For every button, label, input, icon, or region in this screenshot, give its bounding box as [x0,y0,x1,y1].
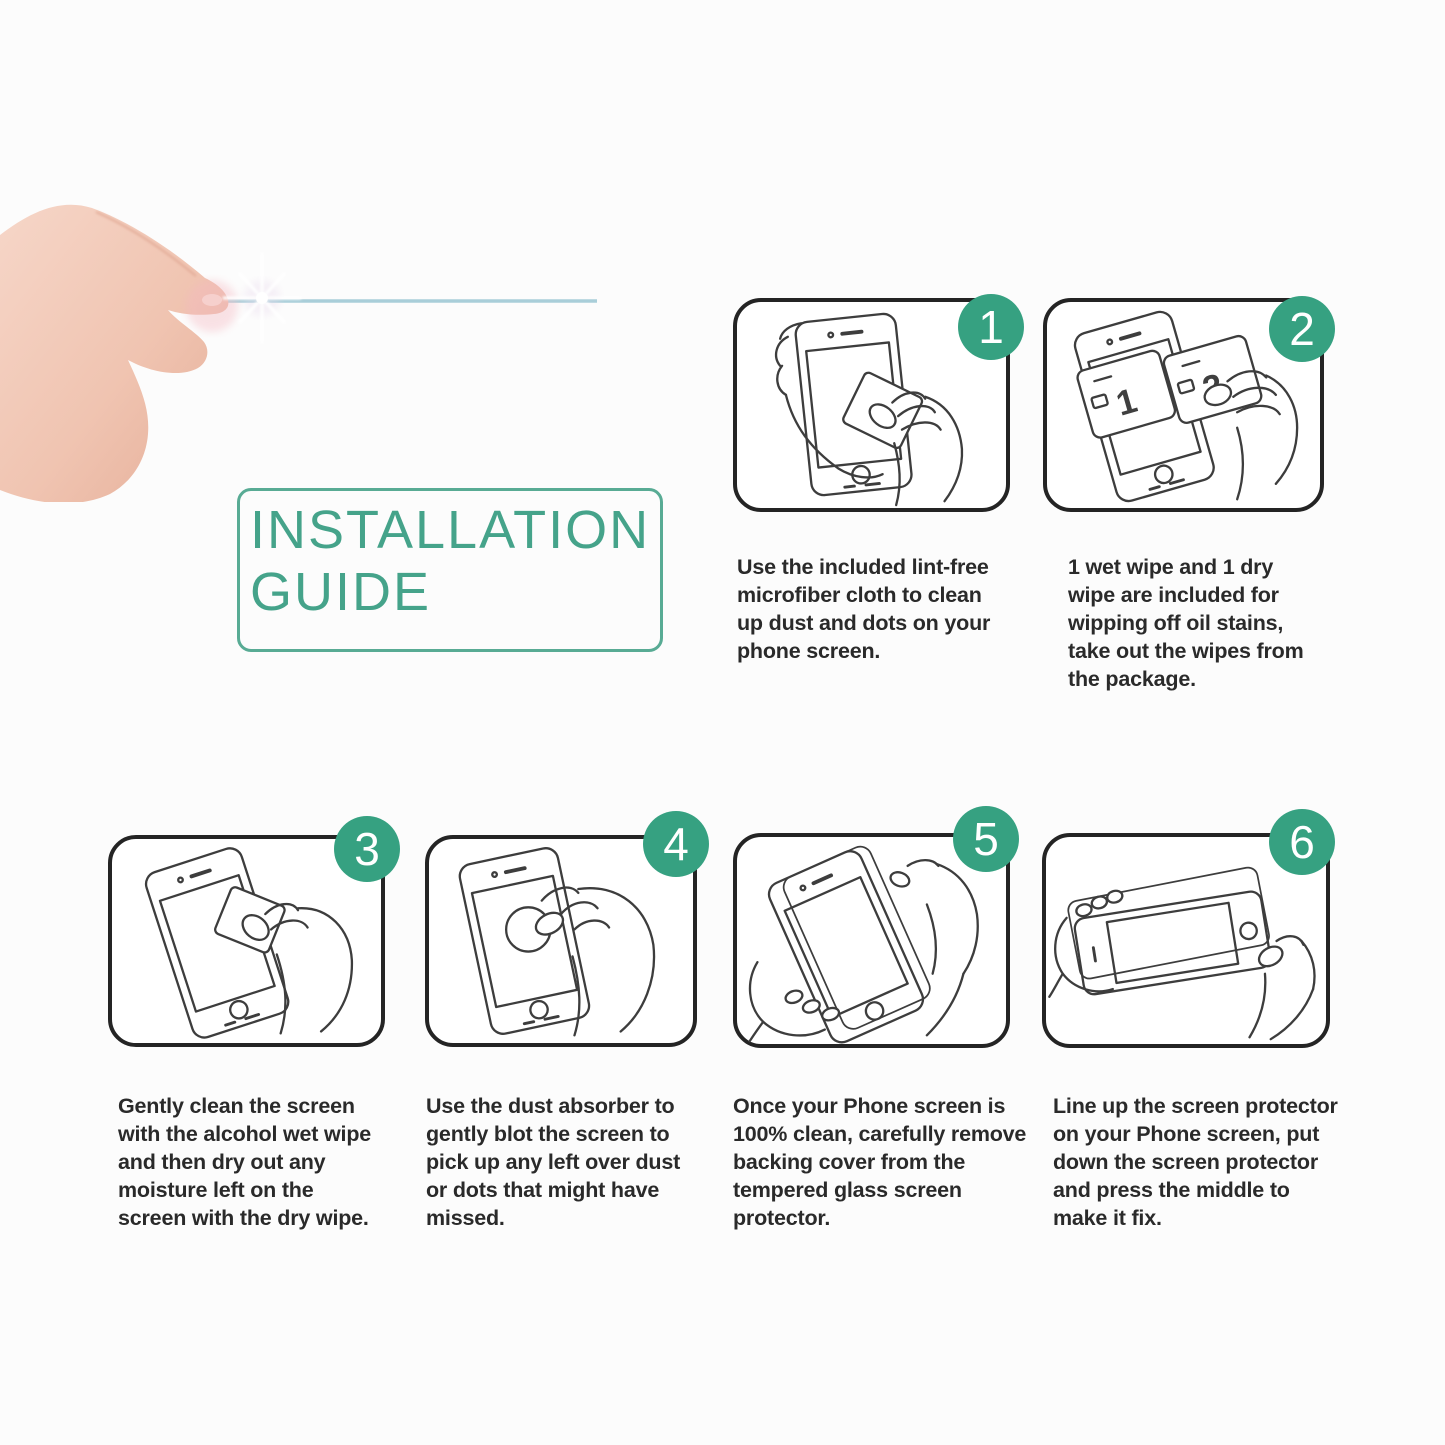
text-line: moisture left on the [118,1178,314,1202]
text-line: Gently clean the screen [118,1094,355,1118]
text-line: on your Phone screen, put [1053,1122,1320,1146]
text-line: protector. [733,1206,831,1230]
title-box [237,488,663,652]
step-5-number: 5 [973,813,999,865]
text-line: pick up any left over dust [426,1150,681,1174]
step-3-text [118,1092,418,1232]
text-line: and then dry out any [118,1150,326,1174]
protector-film-icon [780,843,934,1033]
step-6-badge [1269,809,1335,875]
sparkle-icon [224,254,300,342]
text-line: take out the wipes from [1068,639,1304,663]
phone-icon [1066,866,1275,997]
text-line: Once your Phone screen is [733,1094,1006,1118]
text-line: up dust and dots on your [737,611,991,635]
step-5-badge [953,806,1019,872]
text-line: down the screen protector [1053,1150,1318,1174]
text-line: Use the included lint-free [737,555,989,579]
step-1-badge [958,294,1024,360]
text-line: and press the middle to [1053,1178,1290,1202]
step-5-illustration-peel-backing [737,837,1006,1044]
hand-holding-protector-photo [0,150,640,502]
text-line: Use the dust absorber to [426,1094,675,1118]
text-line: the package. [1068,667,1196,691]
title-line-1: INSTALLATION [250,500,651,560]
step-2-number: 2 [1289,303,1315,355]
step-6-text [1053,1092,1363,1232]
hand-photo [0,205,228,502]
left-hand-icon [1049,889,1123,997]
fingertip-blush [186,280,238,332]
right-hand-icon [532,888,654,1036]
step-2-panel [1043,298,1324,512]
step-6-panel [1042,816,1330,1048]
step-4-number: 4 [663,818,689,870]
protector-sheet-icon [1067,866,1271,980]
step-1-number: 1 [978,301,1004,353]
text-line: tempered glass screen [733,1178,962,1202]
text-line: screen with the dry wipe. [118,1206,369,1230]
text-line: wipe are included for [1068,583,1279,607]
step-5-text [733,1092,1043,1232]
text-line: wipping off oil stains, [1068,611,1284,635]
title-line-2: GUIDE [250,562,432,622]
text-line: 1 wet wipe and 1 dry [1068,555,1274,579]
text-line: backing cover from the [733,1150,966,1174]
step-6-number: 6 [1289,816,1315,868]
step-5-panel [733,813,1010,1048]
text-line: make it fix. [1053,1206,1162,1230]
step-4-text [426,1092,726,1232]
right-hand-icon [1250,936,1315,1039]
text-line: phone screen. [737,639,881,663]
step-4-badge [643,811,709,877]
step-3-badge [334,816,400,882]
phone-icon [765,843,937,1044]
step-3-number: 3 [354,823,380,875]
text-line: or dots that might have [426,1178,660,1202]
right-hand-icon [238,904,352,1033]
text-line: Line up the screen protector [1053,1094,1338,1118]
step-4-illustration-dust-absorber [429,839,693,1043]
step-1-panel [733,298,1010,512]
text-line: microfiber cloth to clean [737,583,982,607]
step-3-panel [108,823,385,1047]
text-line: with the alcohol wet wipe [118,1122,372,1146]
step-1-text [737,553,1027,665]
step-4-panel [425,818,697,1047]
text-line: 100% clean, carefully remove [733,1122,1027,1146]
text-line: gently blot the screen to [426,1122,670,1146]
text-line: missed. [426,1206,505,1230]
step-2-badge [1269,296,1335,362]
step-2-text [1068,553,1358,693]
wet-wipe-packet-number: 1 [1111,380,1142,424]
